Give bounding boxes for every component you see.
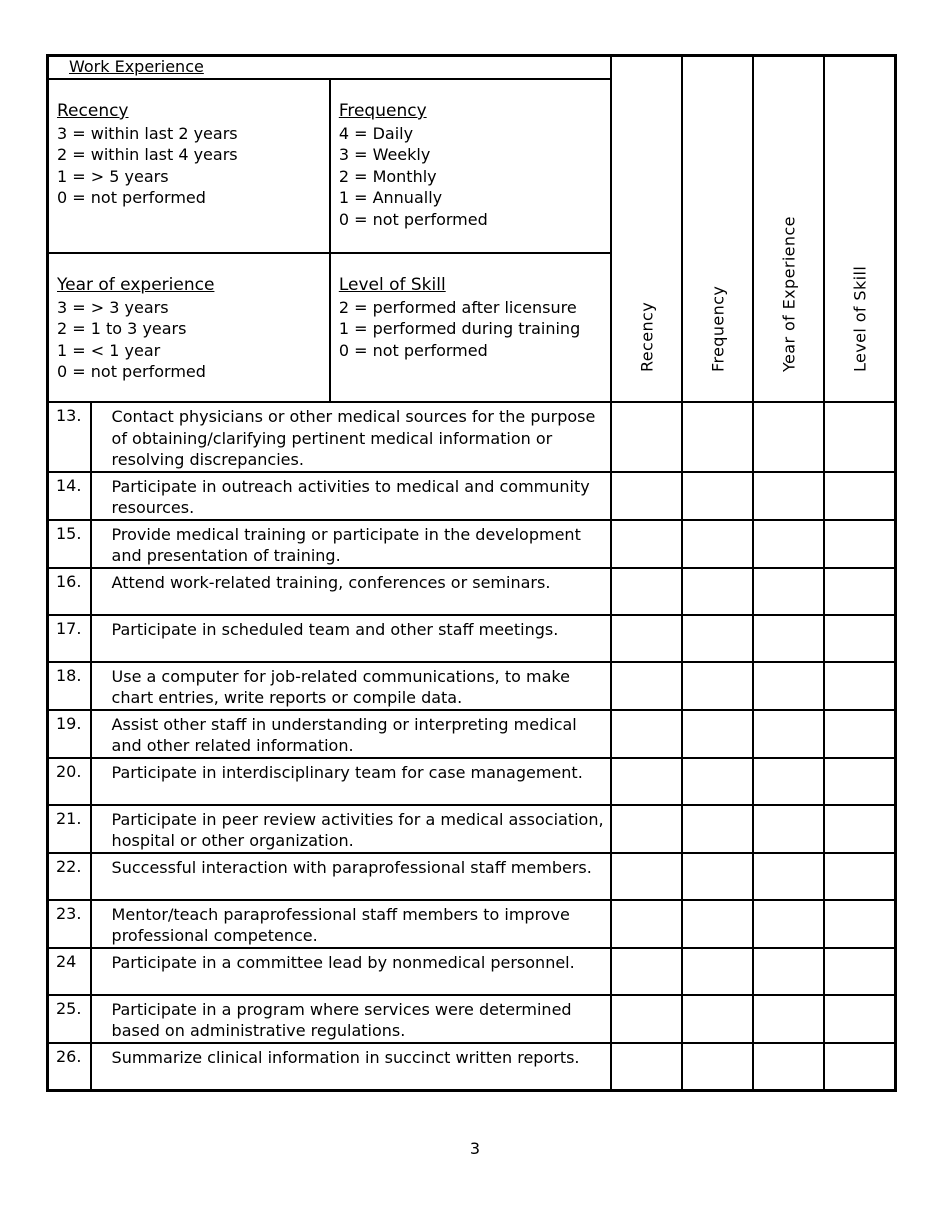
legend-line: 2 = performed after licensure xyxy=(338,297,577,317)
item-description: Participate in scheduled team and other staff meetings. xyxy=(91,615,612,662)
rating-cell-level-of-skill[interactable] xyxy=(824,995,895,1043)
item-description: Participate in interdisciplinary team for case management. xyxy=(91,758,612,805)
rating-cell-level-of-skill[interactable] xyxy=(824,1043,895,1091)
item-number: 16. xyxy=(48,568,91,615)
column-header-frequency: Frequency xyxy=(682,56,753,403)
legend-line: 1 = > 5 years xyxy=(57,166,169,186)
item-description: Mentor/teach paraprofessional staff members to improve professional competence. xyxy=(91,900,612,948)
item-number: 18. xyxy=(48,662,91,710)
rating-cell-recency[interactable] xyxy=(611,948,682,995)
rating-cell-recency[interactable] xyxy=(611,615,682,662)
column-header-level-of-skill: Level of Skill xyxy=(824,56,895,403)
rating-cell-year-of-experience[interactable] xyxy=(753,805,824,853)
legend-line: 0 = not performed xyxy=(338,209,488,229)
table-row xyxy=(48,900,896,948)
legend-line: 2 = 1 to 3 years xyxy=(57,319,187,338)
rating-cell-recency[interactable] xyxy=(611,805,682,853)
legend-line: 0 = not performed xyxy=(57,188,206,207)
rating-cell-recency[interactable] xyxy=(611,472,682,520)
legend-line: 3 = > 3 years xyxy=(57,297,169,317)
rating-cell-recency[interactable] xyxy=(611,568,682,615)
table-row xyxy=(48,948,896,995)
item-description: Participate in a program where services were determined based on administrative regulations. xyxy=(91,995,612,1043)
rating-cell-frequency[interactable] xyxy=(682,853,753,900)
legend-level-of-skill xyxy=(330,253,611,402)
rating-cell-frequency[interactable] xyxy=(682,948,753,995)
section-title: Work Experience xyxy=(69,57,204,76)
legend-year-of-experience xyxy=(48,253,330,402)
legend-line: 4 = Daily xyxy=(338,123,414,143)
table-row xyxy=(48,1043,896,1091)
work-experience-table xyxy=(46,54,897,1092)
item-number: 25. xyxy=(48,995,91,1043)
item-description: Successful interaction with paraprofessional staff members. xyxy=(91,853,612,900)
item-description: Summarize clinical information in succinct written reports. xyxy=(91,1043,612,1091)
table-row xyxy=(48,402,896,472)
legend-line: 3 = Weekly xyxy=(338,145,431,164)
rating-cell-year-of-experience[interactable] xyxy=(753,710,824,758)
legend-title: Recency xyxy=(57,101,129,121)
rating-cell-year-of-experience[interactable] xyxy=(753,402,824,472)
column-header-recency: Recency xyxy=(611,56,682,403)
rating-cell-frequency[interactable] xyxy=(682,662,753,710)
item-number: 13. xyxy=(48,402,91,472)
item-number: 23. xyxy=(48,900,91,948)
item-number: 22. xyxy=(48,853,91,900)
item-number: 24 xyxy=(48,948,91,995)
page-number: 3 xyxy=(469,1139,481,1158)
table-row xyxy=(48,520,896,568)
legend-frequency xyxy=(330,79,611,253)
item-description: Assist other staff in understanding or interpreting medical and other related information. xyxy=(91,710,612,758)
rating-cell-level-of-skill[interactable] xyxy=(824,948,895,995)
rating-cell-year-of-experience[interactable] xyxy=(753,758,824,805)
table-row xyxy=(48,710,896,758)
table-row xyxy=(48,805,896,853)
rating-cell-frequency[interactable] xyxy=(682,520,753,568)
item-description: Provide medical training or participate in the development and presentation of training. xyxy=(91,520,612,568)
column-header-year-of-experience: Year of Experience xyxy=(753,56,824,403)
rating-cell-recency[interactable] xyxy=(611,662,682,710)
item-description: Participate in a committee lead by nonmedical personnel. xyxy=(91,948,612,995)
rating-cell-frequency[interactable] xyxy=(682,568,753,615)
rating-cell-level-of-skill[interactable] xyxy=(824,402,895,472)
rating-cell-recency[interactable] xyxy=(611,758,682,805)
rating-cell-level-of-skill[interactable] xyxy=(824,805,895,853)
rating-cell-level-of-skill[interactable] xyxy=(824,472,895,520)
rating-cell-level-of-skill[interactable] xyxy=(824,615,895,662)
rating-cell-recency[interactable] xyxy=(611,1043,682,1091)
rating-cell-frequency[interactable] xyxy=(682,1043,753,1091)
rating-cell-recency[interactable] xyxy=(611,710,682,758)
legend-line: 1 = < 1 year xyxy=(57,340,161,360)
rating-cell-recency[interactable] xyxy=(611,402,682,472)
item-number: 20. xyxy=(48,758,91,805)
rating-cell-year-of-experience[interactable] xyxy=(753,853,824,900)
rating-cell-frequency[interactable] xyxy=(682,805,753,853)
legend-title: Frequency xyxy=(338,101,427,121)
legend-title: Year of experience xyxy=(57,275,215,295)
rating-cell-frequency[interactable] xyxy=(682,615,753,662)
rating-cell-year-of-experience[interactable] xyxy=(753,568,824,615)
legend-line: 0 = not performed xyxy=(57,362,206,381)
rating-cell-level-of-skill[interactable] xyxy=(824,662,895,710)
item-description: Attend work-related training, conferences or seminars. xyxy=(91,568,612,615)
legend-line: 2 = within last 4 years xyxy=(57,145,238,164)
table-row xyxy=(48,568,896,615)
section-title-cell xyxy=(48,56,612,80)
legend-line: 0 = not performed xyxy=(338,340,488,360)
item-rows xyxy=(48,402,896,1090)
item-number: 17. xyxy=(48,615,91,662)
table-row xyxy=(48,995,896,1043)
legend-title: Level of Skill xyxy=(338,275,446,295)
rating-cell-year-of-experience[interactable] xyxy=(753,472,824,520)
legend-line: 1 = performed during training xyxy=(338,319,581,338)
rating-cell-recency[interactable] xyxy=(611,900,682,948)
rating-cell-level-of-skill[interactable] xyxy=(824,520,895,568)
item-number: 15. xyxy=(48,520,91,568)
legend-line: 2 = Monthly xyxy=(338,166,437,186)
item-description: Participate in peer review activities for a medical association, hospital or other organization. xyxy=(91,805,612,853)
rating-cell-recency[interactable] xyxy=(611,520,682,568)
legend-line: 1 = Annually xyxy=(338,188,443,207)
item-number: 14. xyxy=(48,472,91,520)
table-row xyxy=(48,662,896,710)
rating-cell-level-of-skill[interactable] xyxy=(824,568,895,615)
rating-cell-year-of-experience[interactable] xyxy=(753,662,824,710)
item-number: 26. xyxy=(48,1043,91,1091)
rating-cell-year-of-experience[interactable] xyxy=(753,615,824,662)
rating-cell-recency[interactable] xyxy=(611,995,682,1043)
rating-cell-frequency[interactable] xyxy=(682,995,753,1043)
rating-cell-year-of-experience[interactable] xyxy=(753,948,824,995)
rating-cell-year-of-experience[interactable] xyxy=(753,900,824,948)
item-description: Participate in outreach activities to medical and community resources. xyxy=(91,472,612,520)
rating-cell-level-of-skill[interactable] xyxy=(824,758,895,805)
item-description: Use a computer for job-related communications, to make chart entries, write reports or compile data. xyxy=(91,662,612,710)
rating-cell-level-of-skill[interactable] xyxy=(824,710,895,758)
table-row xyxy=(48,472,896,520)
rating-cell-frequency[interactable] xyxy=(682,472,753,520)
table-row xyxy=(48,758,896,805)
item-description: Contact physicians or other medical sources for the purpose of obtaining/clarifying pertinent medical information or resolving discrepancies. xyxy=(91,402,612,472)
rating-cell-frequency[interactable] xyxy=(682,710,753,758)
table-row xyxy=(48,853,896,900)
rating-cell-year-of-experience[interactable] xyxy=(753,520,824,568)
legend-recency xyxy=(48,79,330,253)
item-number: 19. xyxy=(48,710,91,758)
table-row xyxy=(48,615,896,662)
rating-cell-frequency[interactable] xyxy=(682,402,753,472)
rating-cell-recency[interactable] xyxy=(611,853,682,900)
rating-cell-level-of-skill[interactable] xyxy=(824,900,895,948)
rating-cell-year-of-experience[interactable] xyxy=(753,995,824,1043)
legend-line: 3 = within last 2 years xyxy=(57,123,238,143)
rating-cell-frequency[interactable] xyxy=(682,900,753,948)
rating-cell-year-of-experience[interactable] xyxy=(753,1043,824,1091)
rating-cell-frequency[interactable] xyxy=(682,758,753,805)
rating-cell-level-of-skill[interactable] xyxy=(824,853,895,900)
item-number: 21. xyxy=(48,805,91,853)
